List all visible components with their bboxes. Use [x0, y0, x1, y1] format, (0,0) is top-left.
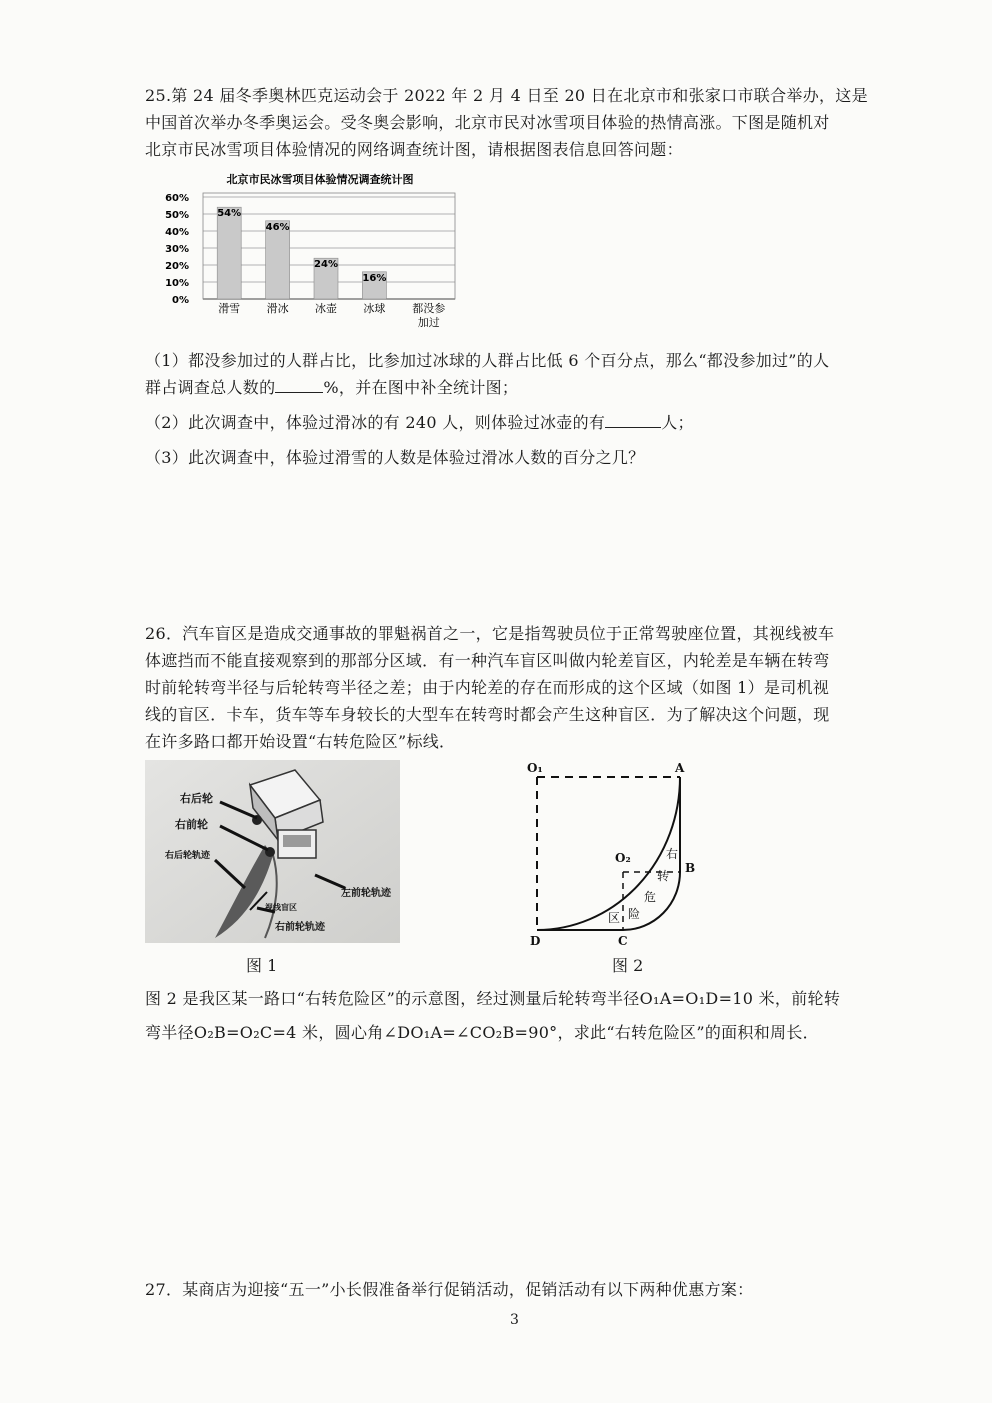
y-tick-label: 10% [165, 278, 189, 289]
label-rear-right-wheel: 右后轮 [180, 792, 213, 805]
label-C: C [618, 934, 628, 948]
x-category-label: 滑雪 [218, 302, 241, 315]
y-tick-label: 30% [165, 244, 189, 255]
label-rear-right-track: 右后轮轨迹 [165, 851, 211, 861]
y-tick-label: 20% [165, 261, 189, 272]
q26-line-5: 在许多路口都开始设置“右转危险区”标线． [145, 732, 456, 751]
q25-part2 [145, 409, 890, 436]
bar-chart [163, 170, 463, 335]
q26-body-line-1: 图 2 是我区某一路口“右转危险区”的示意图，经过测量后轮转弯半径O₁A=O₁D=10 米，前轮转 [145, 989, 841, 1008]
label-A: A [675, 761, 685, 775]
q26-line-3: 时前轮转弯半径与后轮转弯半径之差；由于内轮差的存在而形成的这个区域（如图 1）是司机视 [145, 678, 830, 697]
q25-line-3: 北京市民冰雪项目体验情况的网络调查统计图，请根据图表信息回答问题： [145, 140, 683, 159]
figure-1-caption: 图 1 [246, 956, 278, 975]
label-O2: O₂ [615, 851, 631, 865]
q25-part1-line1: （1）都没参加过的人群占比，比参加过冰球的人群占比低 6 个百分点，那么“都没参加过”的人 [145, 351, 830, 370]
q25-line-1: 25.第 24 届冬季奥林匹克运动会于 2022 年 2 月 4 日至 20 日在北京市和张家口市联合举办，这是 [145, 86, 868, 105]
q26-line-1: 26．汽车盲区是造成交通事故的罪魁祸首之一，它是指驾驶员位于正常驾驶座位置，其视线被车 [145, 624, 835, 643]
figure-2-caption: 图 2 [612, 956, 644, 975]
y-tick-label: 0% [172, 295, 189, 306]
zone-char-3: 危 [644, 890, 657, 904]
chart-x-labels [218, 301, 445, 329]
label-D: D [530, 934, 541, 948]
x-category-label: 滑冰 [266, 302, 289, 315]
x-category-label: 冰球 [363, 302, 386, 315]
page-number: 3 [510, 1312, 519, 1328]
zone-char-2: 转 [657, 869, 670, 883]
zone-char-1: 右 [666, 847, 679, 861]
bar-value-label: 46% [265, 221, 290, 233]
q26-body [145, 985, 890, 1046]
bar-value-label: 24% [314, 259, 338, 271]
figure-1-truck-blind-zone [145, 760, 400, 943]
q25-part1-line2 [145, 374, 890, 401]
q25-part2-text-a: （2）此次调查中，体验过滑冰的有 240 人，则体验过冰壶的有 [145, 413, 606, 432]
chart-y-ticks [165, 193, 189, 306]
zone-char-5: 区 [608, 911, 621, 925]
y-tick-label: 50% [165, 210, 189, 221]
figure-2-diagram [525, 760, 715, 950]
q26-line-2: 体遮挡而不能直接观察到的那部分区域．有一种汽车盲区叫做内轮差盲区，内轮差是车辆在转弯 [145, 651, 830, 670]
q27-intro [145, 1276, 890, 1303]
answer-blank-2[interactable] [605, 427, 661, 428]
q26-line-4: 线的盲区．卡车，货车等车身较长的大型车在转弯时都会产生这种盲区．为了解决这个问题，现 [145, 705, 830, 724]
label-blind-zone: 视线盲区 [265, 903, 297, 912]
q26-body-line-2: 弯半径O₂B=O₂C=4 米，圆心角∠DO₁A=∠CO₂B=90°，求此“右转危险区”的面积和周长． [145, 1023, 819, 1042]
q25-intro [145, 82, 890, 163]
x-category-label: 冰壶 [315, 302, 337, 315]
answer-blank-1[interactable] [275, 392, 323, 393]
x-category-label: 加过 [417, 316, 440, 329]
q25-part1-text-a: 群占调查总人数的 [145, 378, 276, 397]
x-category-label: 都没参 [412, 302, 446, 315]
chart-bars [217, 207, 386, 299]
label-front-right-wheel: 右前轮 [175, 818, 208, 831]
q26-intro [145, 620, 890, 755]
label-front-left-track: 左前轮轨迹 [341, 888, 391, 899]
chart-title: 北京市民冰雪项目体验情况调查统计图 [226, 173, 414, 186]
label-front-right-track: 右前轮轨迹 [275, 922, 325, 933]
y-tick-label: 40% [165, 227, 189, 238]
arc-D-A [537, 777, 680, 930]
q25-questions [145, 347, 890, 471]
zone-char-4: 险 [628, 907, 641, 921]
y-tick-label: 60% [165, 193, 189, 204]
q25-part1-text-b: %，并在图中补全统计图； [323, 378, 519, 397]
q27-line-1: 27．某商店为迎接“五一”小长假准备举行促销活动，促销活动有以下两种优惠方案： [145, 1280, 754, 1299]
bar-1 [217, 207, 241, 299]
bar-value-label: 54% [217, 208, 242, 220]
q25-part3: （3）此次调查中，体验过滑雪的人数是体验过滑冰人数的百分之几？ [145, 448, 645, 467]
bar-value-label: 16% [362, 272, 387, 284]
q25-part2-text-b: 人； [661, 413, 694, 432]
q25-line-2: 中国首次举办冬季奥运会。受冬奥会影响，北京市民对冰雪项目体验的热情高涨。下图是随机对 [145, 113, 830, 132]
label-O1: O₁ [527, 761, 543, 775]
label-B: B [685, 861, 696, 875]
